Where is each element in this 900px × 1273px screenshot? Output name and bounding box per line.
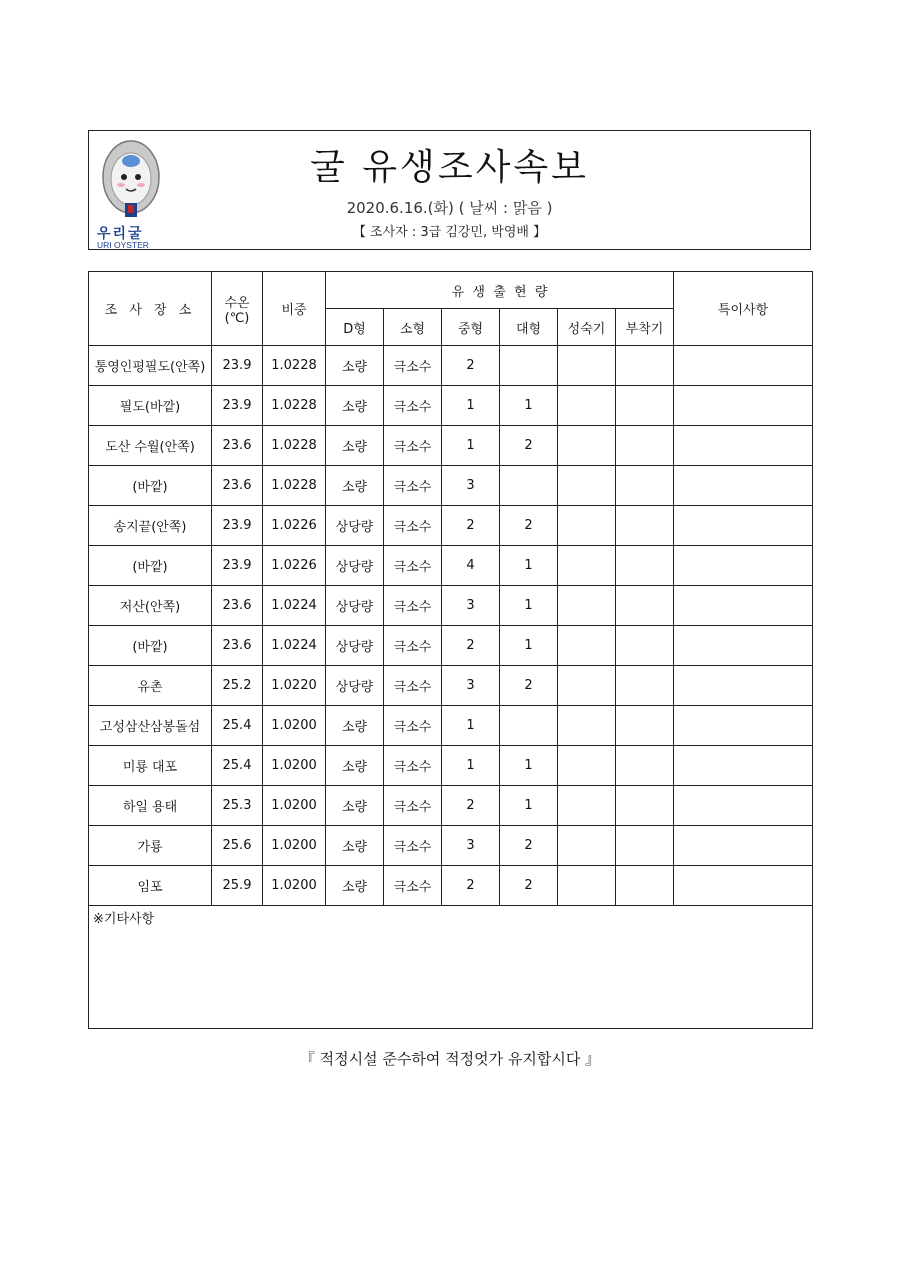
small-type-cell: 극소수 — [384, 706, 442, 746]
small-type-cell: 극소수 — [384, 666, 442, 706]
medium-type-cell: 2 — [442, 506, 500, 546]
large-type-cell — [500, 706, 558, 746]
d-type-cell: 소량 — [326, 746, 384, 786]
mature-stage-cell — [558, 666, 616, 706]
location-cell: 하일 용태 — [89, 786, 212, 826]
water-temp-unit: (℃) — [224, 310, 250, 326]
location-cell: 필도(바깥) — [89, 386, 212, 426]
table-row — [89, 786, 813, 826]
attached-stage-cell — [616, 786, 674, 826]
other-remarks — [89, 906, 813, 1029]
sub-header-medium: 중형 — [442, 309, 500, 346]
water-temp-cell: 23.6 — [212, 626, 263, 666]
location-cell: 도산 수월(안쪽) — [89, 426, 212, 466]
remarks-cell — [674, 426, 813, 466]
mature-stage-cell — [558, 866, 616, 906]
water-temp-cell: 23.9 — [212, 506, 263, 546]
medium-type-cell: 2 — [442, 346, 500, 386]
remarks-cell — [674, 826, 813, 866]
small-type-cell: 극소수 — [384, 626, 442, 666]
water-temp-cell: 23.6 — [212, 466, 263, 506]
large-type-cell: 2 — [500, 666, 558, 706]
location-cell: 통영인평필도(안쪽) — [89, 346, 212, 386]
mature-stage-cell — [558, 426, 616, 466]
table-row — [89, 626, 813, 666]
water-temp-cell: 23.9 — [212, 386, 263, 426]
location-cell: 송지끝(안쪽) — [89, 506, 212, 546]
d-type-cell: 소량 — [326, 706, 384, 746]
location-cell: 저산(안쪽) — [89, 586, 212, 626]
logo-text: 우리굴 — [97, 226, 144, 242]
attached-stage-cell — [616, 386, 674, 426]
location-cell: 미룡 대포 — [89, 746, 212, 786]
surveyor-line: 【 조사자 : 3급 김강민, 박영배 】 — [352, 225, 547, 240]
remarks-cell — [674, 346, 813, 386]
large-type-cell: 1 — [500, 386, 558, 426]
table-row — [89, 546, 813, 586]
density-cell: 1.0228 — [263, 426, 326, 466]
remarks-cell — [674, 586, 813, 626]
water-temp-cell: 23.9 — [212, 546, 263, 586]
medium-type-cell: 1 — [442, 746, 500, 786]
location-cell: 유촌 — [89, 666, 212, 706]
table-row — [89, 586, 813, 626]
table-row — [89, 826, 813, 866]
large-type-cell — [500, 466, 558, 506]
large-type-cell: 1 — [500, 546, 558, 586]
mature-stage-cell — [558, 706, 616, 746]
table-row — [89, 426, 813, 466]
d-type-cell: 상당량 — [326, 626, 384, 666]
attached-stage-cell — [616, 466, 674, 506]
small-type-cell: 극소수 — [384, 386, 442, 426]
remarks-cell — [674, 546, 813, 586]
mature-stage-cell — [558, 786, 616, 826]
table-row — [89, 506, 813, 546]
d-type-cell: 소량 — [326, 466, 384, 506]
remarks-cell — [674, 626, 813, 666]
sub-header-attached: 부착기 — [616, 309, 674, 346]
sub-header-small: 소형 — [384, 309, 442, 346]
density-cell: 1.0224 — [263, 586, 326, 626]
medium-type-cell: 3 — [442, 586, 500, 626]
density-cell: 1.0228 — [263, 466, 326, 506]
density-cell: 1.0226 — [263, 506, 326, 546]
d-type-cell: 소량 — [326, 426, 384, 466]
d-type-cell: 상당량 — [326, 506, 384, 546]
logo-subtext: URI OYSTER — [97, 240, 149, 250]
small-type-cell: 극소수 — [384, 426, 442, 466]
date-weather: 2020.6.16.(화) ( 날씨 : 맑음 ) — [346, 199, 553, 217]
small-type-cell: 극소수 — [384, 546, 442, 586]
attached-stage-cell — [616, 546, 674, 586]
medium-type-cell: 2 — [442, 866, 500, 906]
large-type-cell: 2 — [500, 826, 558, 866]
location-cell: (바깥) — [89, 546, 212, 586]
location-cell: 고성삼산삼봉돌섬 — [89, 706, 212, 746]
remarks-cell — [674, 386, 813, 426]
sub-header-large: 대형 — [500, 309, 558, 346]
small-type-cell: 극소수 — [384, 346, 442, 386]
water-temp-cell: 25.6 — [212, 826, 263, 866]
footer-slogan: 『 적정시설 준수하여 적정엇가 유지합시다 』 — [299, 1050, 601, 1068]
attached-stage-cell — [616, 826, 674, 866]
table-row — [89, 466, 813, 506]
medium-type-cell: 2 — [442, 786, 500, 826]
remarks-cell — [674, 866, 813, 906]
mature-stage-cell — [558, 826, 616, 866]
d-type-cell: 상당량 — [326, 586, 384, 626]
density-cell: 1.0228 — [263, 386, 326, 426]
survey-table — [88, 271, 813, 1029]
table-row — [89, 346, 813, 386]
sub-header-d: D형 — [326, 309, 384, 346]
water-temp-cell: 23.6 — [212, 426, 263, 466]
medium-type-cell: 3 — [442, 666, 500, 706]
mature-stage-cell — [558, 346, 616, 386]
water-temp-cell: 25.4 — [212, 746, 263, 786]
medium-type-cell: 1 — [442, 386, 500, 426]
medium-type-cell: 1 — [442, 426, 500, 466]
water-temp-cell: 23.9 — [212, 346, 263, 386]
d-type-cell: 소량 — [326, 386, 384, 426]
small-type-cell: 극소수 — [384, 786, 442, 826]
density-cell: 1.0220 — [263, 666, 326, 706]
large-type-cell: 1 — [500, 626, 558, 666]
small-type-cell: 극소수 — [384, 506, 442, 546]
small-type-cell: 극소수 — [384, 866, 442, 906]
large-type-cell: 1 — [500, 786, 558, 826]
location-cell: 임포 — [89, 866, 212, 906]
table-row — [89, 706, 813, 746]
attached-stage-cell — [616, 866, 674, 906]
mature-stage-cell — [558, 626, 616, 666]
water-temp-cell: 25.2 — [212, 666, 263, 706]
medium-type-cell: 4 — [442, 546, 500, 586]
density-cell: 1.0200 — [263, 866, 326, 906]
small-type-cell: 극소수 — [384, 586, 442, 626]
medium-type-cell: 3 — [442, 826, 500, 866]
header-box — [88, 130, 811, 250]
water-temp-label: 수온 — [224, 295, 250, 311]
water-temp-cell: 23.6 — [212, 586, 263, 626]
small-type-cell: 극소수 — [384, 826, 442, 866]
small-type-cell: 극소수 — [384, 746, 442, 786]
medium-type-cell: 2 — [442, 626, 500, 666]
larvae-header: 유 생 출 현 량 — [326, 272, 674, 309]
density-cell: 1.0200 — [263, 706, 326, 746]
remarks-cell — [674, 746, 813, 786]
remarks-cell — [674, 506, 813, 546]
sub-header-mature: 성숙기 — [558, 309, 616, 346]
d-type-cell: 소량 — [326, 866, 384, 906]
other-remarks-label: ※기타사항 — [93, 912, 155, 927]
attached-stage-cell — [616, 746, 674, 786]
large-type-cell — [500, 346, 558, 386]
attached-stage-cell — [616, 426, 674, 466]
mature-stage-cell — [558, 506, 616, 546]
location-header: 조 사 장 소 — [89, 272, 212, 346]
mature-stage-cell — [558, 586, 616, 626]
location-cell: 가룡 — [89, 826, 212, 866]
remarks-cell — [674, 706, 813, 746]
water-temp-cell: 25.3 — [212, 786, 263, 826]
large-type-cell: 1 — [500, 746, 558, 786]
small-type-cell: 극소수 — [384, 466, 442, 506]
mature-stage-cell — [558, 546, 616, 586]
density-cell: 1.0224 — [263, 626, 326, 666]
location-cell: (바깥) — [89, 626, 212, 666]
attached-stage-cell — [616, 666, 674, 706]
table-row — [89, 746, 813, 786]
water-temp-header — [212, 272, 263, 346]
remarks-cell — [674, 666, 813, 706]
mature-stage-cell — [558, 386, 616, 426]
large-type-cell: 2 — [500, 426, 558, 466]
attached-stage-cell — [616, 506, 674, 546]
remarks-header: 특이사항 — [674, 272, 813, 346]
d-type-cell: 소량 — [326, 346, 384, 386]
d-type-cell: 소량 — [326, 786, 384, 826]
density-cell: 1.0200 — [263, 826, 326, 866]
remarks-cell — [674, 466, 813, 506]
mature-stage-cell — [558, 466, 616, 506]
density-cell: 1.0226 — [263, 546, 326, 586]
table-row — [89, 666, 813, 706]
table-row — [89, 866, 813, 906]
page-title: 굴 유생조사속보 — [310, 147, 589, 188]
water-temp-cell: 25.9 — [212, 866, 263, 906]
attached-stage-cell — [616, 586, 674, 626]
mature-stage-cell — [558, 746, 616, 786]
density-cell: 1.0200 — [263, 786, 326, 826]
medium-type-cell: 3 — [442, 466, 500, 506]
location-cell: (바깥) — [89, 466, 212, 506]
table-row — [89, 386, 813, 426]
large-type-cell: 2 — [500, 866, 558, 906]
attached-stage-cell — [616, 706, 674, 746]
attached-stage-cell — [616, 346, 674, 386]
d-type-cell: 상당량 — [326, 546, 384, 586]
attached-stage-cell — [616, 626, 674, 666]
remarks-cell — [674, 786, 813, 826]
density-cell: 1.0200 — [263, 746, 326, 786]
large-type-cell: 1 — [500, 586, 558, 626]
medium-type-cell: 1 — [442, 706, 500, 746]
water-temp-cell: 25.4 — [212, 706, 263, 746]
d-type-cell: 소량 — [326, 826, 384, 866]
density-cell: 1.0228 — [263, 346, 326, 386]
d-type-cell: 상당량 — [326, 666, 384, 706]
large-type-cell: 2 — [500, 506, 558, 546]
density-header: 비중 — [263, 272, 326, 346]
